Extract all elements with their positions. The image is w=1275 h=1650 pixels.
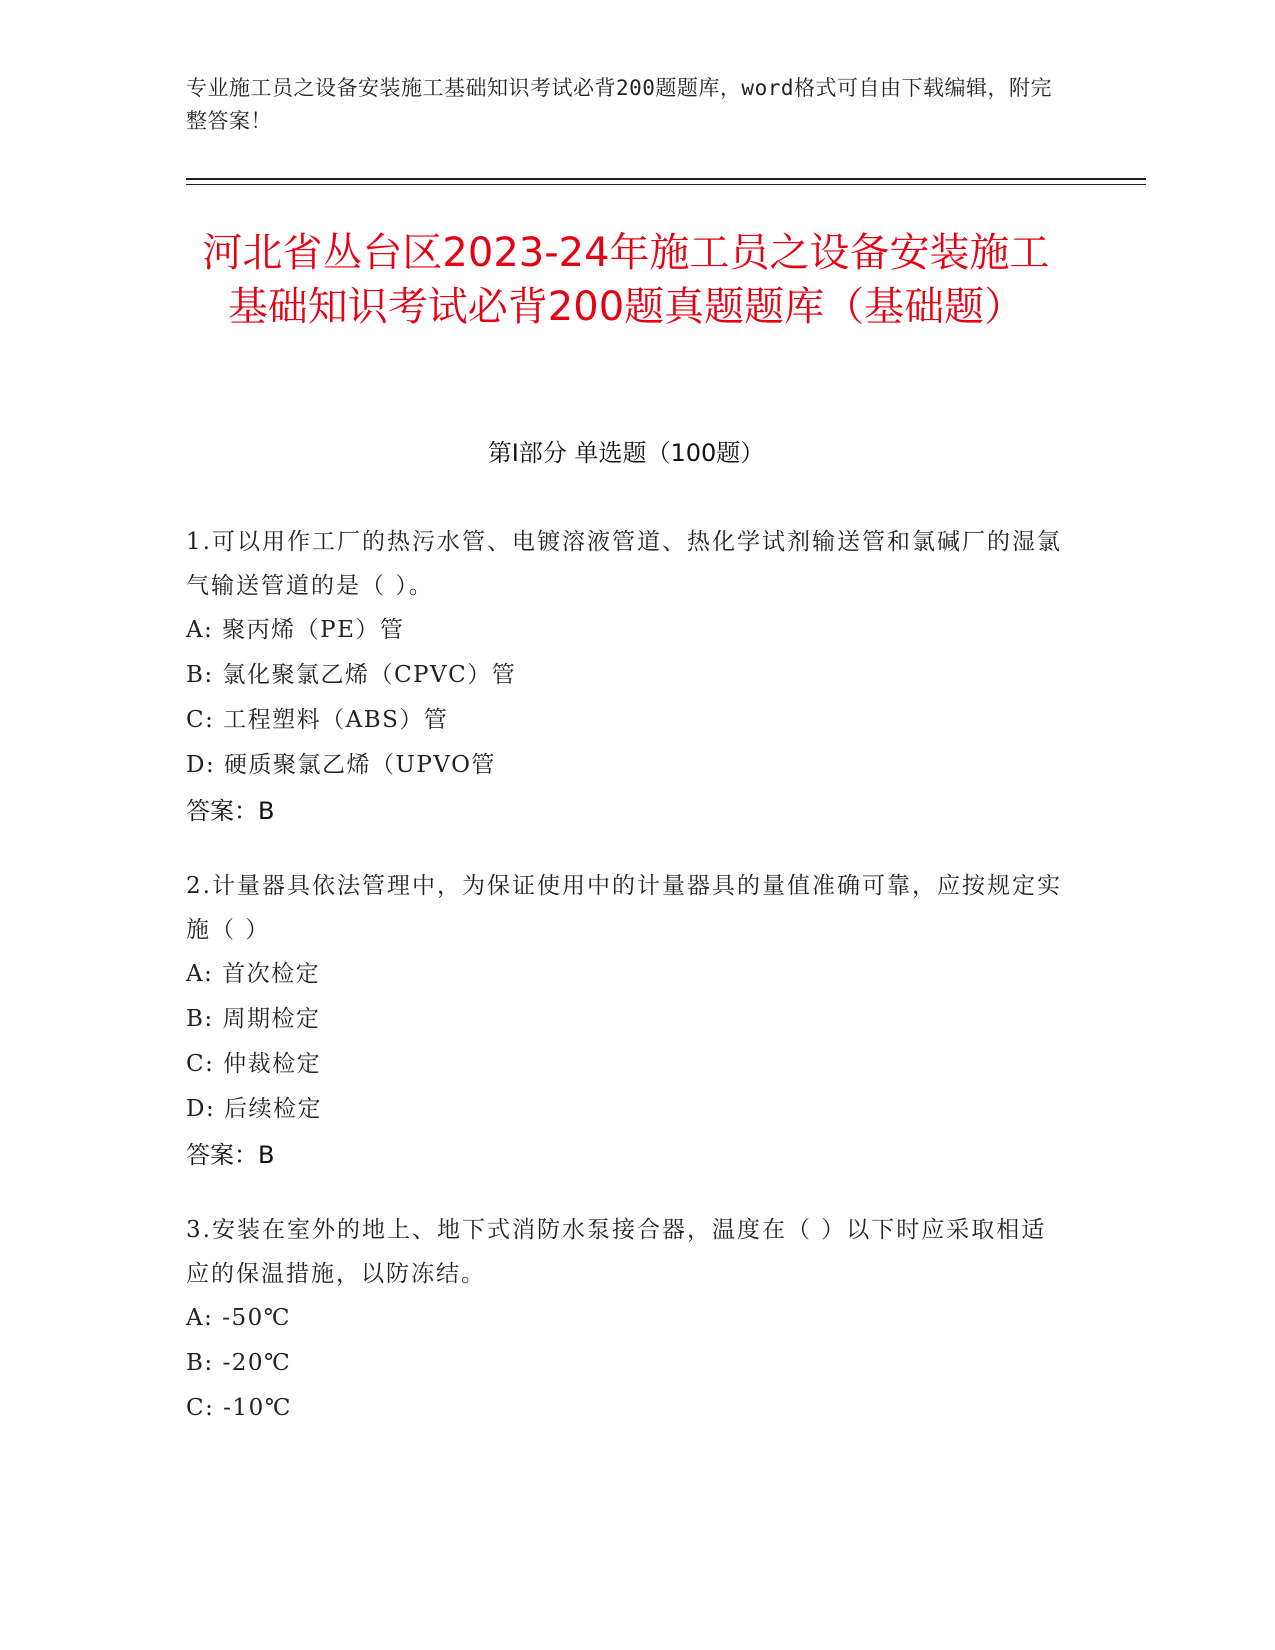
- answer-line: 答案：B: [186, 1141, 275, 1169]
- option-b: B: 周期检定: [186, 1006, 321, 1032]
- section-title: 第I部分 单选题（100题）: [487, 439, 765, 467]
- option-c: C: -10℃: [186, 1395, 292, 1421]
- option-b: B: -20℃: [186, 1350, 292, 1376]
- question-3: [186, 1208, 1066, 1431]
- question-2: [186, 864, 1066, 1178]
- question-1: [186, 520, 1066, 834]
- option-d: D: 硬质聚氯乙烯（UPVO管: [186, 752, 496, 778]
- header-note: 专业施工员之设备安装施工基础知识考试必背200题题库，word格式可自由下载编辑，附完整答案！: [186, 76, 1052, 133]
- header-divider-thick: [186, 178, 1146, 180]
- option-c: C: 工程塑料（ABS）管: [186, 707, 449, 733]
- question-stem: 1.可以用作工厂的热污水管、电镀溶液管道、热化学试剂输送管和氯碱厂的湿氯气输送管道的是（ ）。: [186, 529, 1062, 599]
- answer-line: 答案：B: [186, 797, 275, 825]
- document-title: 河北省丛台区2023-24年施工员之设备安装施工基础知识考试必背200题真题题库（基础题）: [202, 230, 1050, 330]
- option-a: A: 首次检定: [186, 961, 321, 987]
- question-list: [186, 520, 1066, 1461]
- header-divider-thin: [186, 184, 1146, 185]
- question-stem: 2.计量器具依法管理中，为保证使用中的计量器具的量值准确可靠，应按规定实施（ ）: [186, 873, 1062, 943]
- option-b: B: 氯化聚氯乙烯（CPVC）管: [186, 662, 517, 688]
- option-a: A: 聚丙烯（PE）管: [186, 617, 405, 643]
- option-a: A: -50℃: [186, 1305, 291, 1331]
- question-stem: 3.安装在室外的地上、地下式消防水泵接合器，温度在（ ）以下时应采取相适应的保温措施，以防冻结。: [186, 1217, 1047, 1287]
- option-c: C: 仲裁检定: [186, 1051, 322, 1077]
- option-d: D: 后续检定: [186, 1096, 323, 1122]
